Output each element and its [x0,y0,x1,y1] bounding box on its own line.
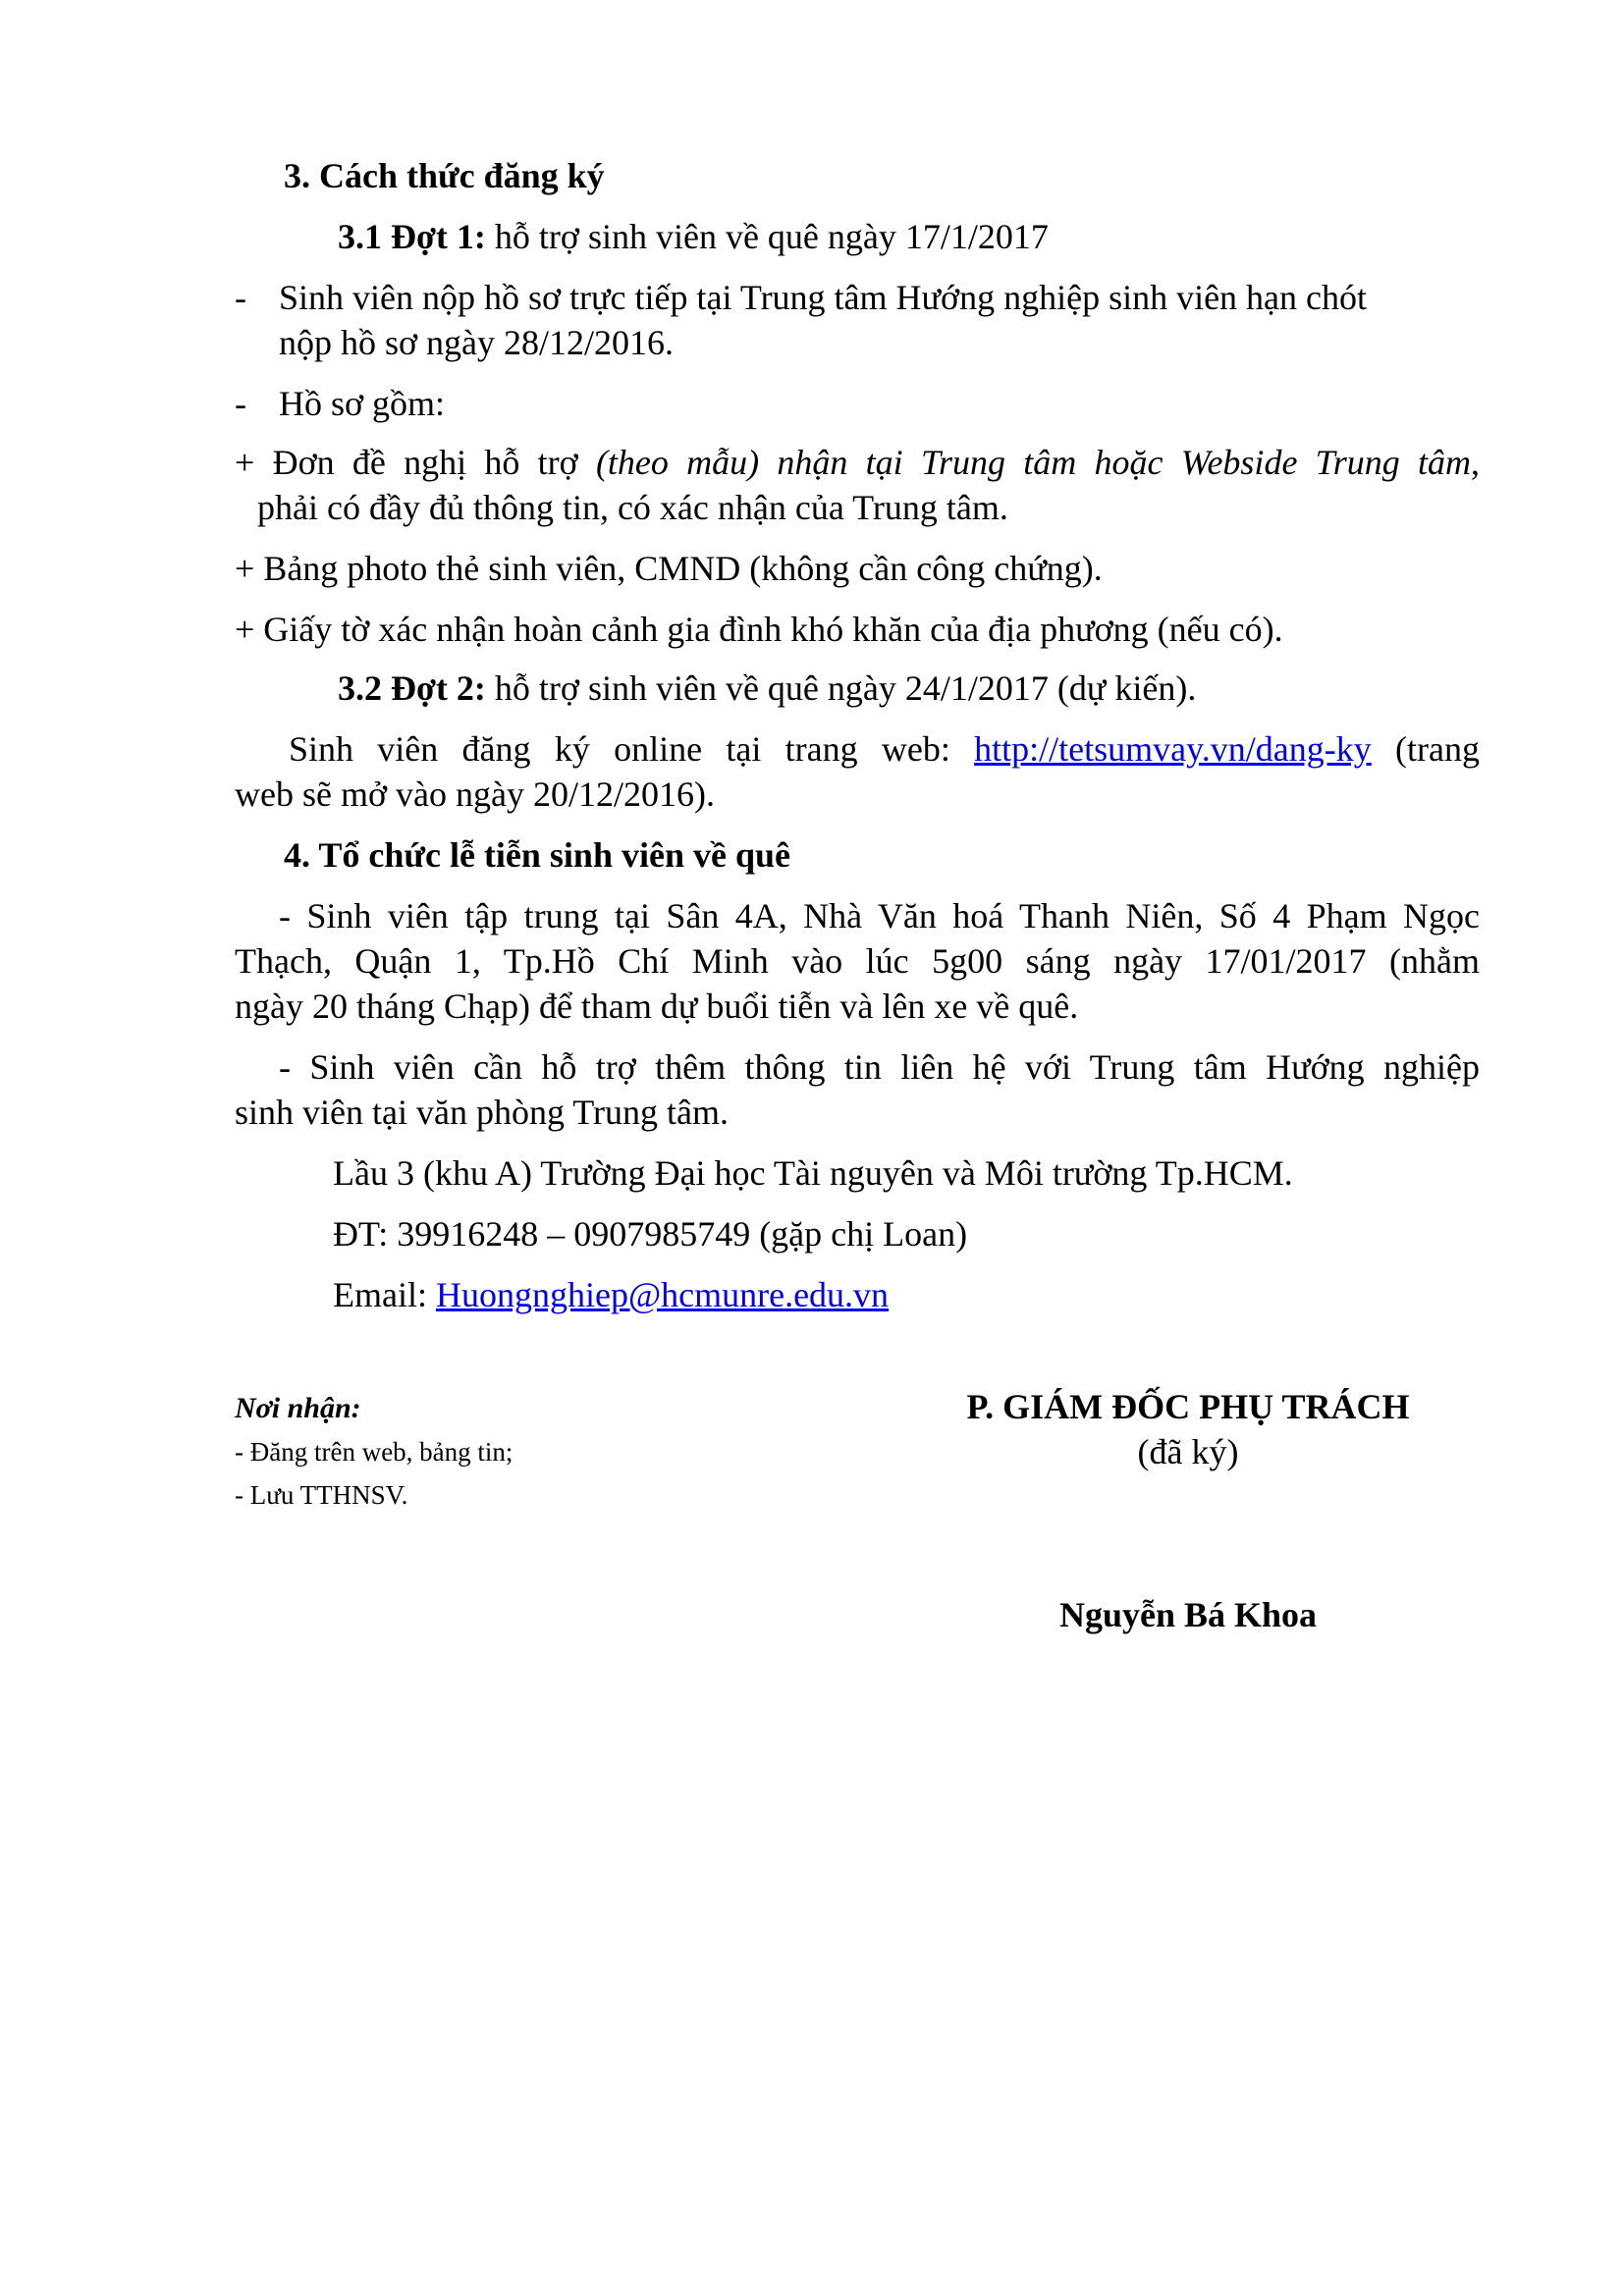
section-3-heading: 3. Cách thức đăng ký [284,156,605,195]
list-dash: - [235,384,246,423]
round-2-line [338,666,1196,711]
signature-status: (đã ký) [1137,1432,1239,1471]
list-dash: - [235,278,246,317]
email-link[interactable]: Huongnghiep@hcmunre.edu.vn [435,1275,890,1314]
document-item-1-suffix: , [1471,443,1480,482]
contact-line-1: - Sinh viên cần hỗ trợ thêm thông tin liên hệ với Trung tâm Hướng nghiệp [279,1047,1480,1087]
recipient-item: - Đăng trên web, bảng tin; [235,1437,514,1467]
submission-text-line-1: Sinh viên nộp hồ sơ trực tiếp tại Trung tâm Hướng nghiệp sinh viên hạn chót [279,278,1368,317]
phone-number: ĐT: 39916248 – 0907985749 (gặp chị Loan) [333,1214,968,1254]
office-address: Lầu 3 (khu A) Trường Đại học Tài nguyên và Môi trường Tp.HCM. [333,1153,1293,1193]
round-1-line [338,214,1049,259]
round-1-label: 3.1 Đợt 1: [338,217,486,256]
online-line-2: web sẽ mở vào ngày 20/12/2016). [235,774,715,814]
gathering-line-3: ngày 20 tháng Chạp) để tham dự buổi tiễn và lên xe về quê. [235,987,1079,1026]
recipients-title: Nơi nhận: [235,1392,361,1424]
document-item-1 [235,440,1480,485]
email-label: Email: [333,1275,436,1314]
online-registration [235,726,1480,772]
gathering-line-2: Thạch, Quận 1, Tp.Hồ Chí Minh vào lúc 5g00 sáng ngày 17/01/2017 (nhằm [235,941,1480,981]
email-line [333,1272,889,1317]
round-2-text: hỗ trợ sinh viên về quê ngày 24/1/2017 (dự kiến). [485,668,1197,708]
signer-name: Nguyễn Bá Khoa [1058,1595,1318,1634]
signature-position: P. GIÁM ĐỐC PHỤ TRÁCH [966,1387,1410,1426]
document-item-1-italic: (theo mẫu) nhận tại Trung tâm hoặc Webside Trung tâm [595,443,1471,482]
document-item-1-prefix: + Đơn đề nghị hỗ trợ [235,443,596,482]
round-2-label: 3.2 Đợt 2: [338,668,486,708]
contact-line-2: sinh viên tại văn phòng Trung tâm. [235,1093,729,1132]
submission-text-line-2: nộp hồ sơ ngày 28/12/2016. [279,323,675,362]
online-suffix: (trang [1371,729,1480,769]
round-1-text: hỗ trợ sinh viên về quê ngày 17/1/2017 [485,217,1049,256]
document-item-3: + Giấy tờ xác nhận hoàn cảnh gia đình khó khăn của địa phương (nếu có). [235,610,1283,649]
online-prefix: Sinh viên đăng ký online tại trang web: [289,729,975,769]
registration-link[interactable]: http://tetsumvay.vn/dang-ky [974,729,1372,769]
document-item-2: + Bảng photo thẻ sinh viên, CMND (không cần công chứng). [235,549,1103,588]
section-4-heading: 4. Tổ chức lễ tiễn sinh viên về quê [284,835,790,875]
gathering-line-1: - Sinh viên tập trung tại Sân 4A, Nhà Văn hoá Thanh Niên, Số 4 Phạm Ngọc [279,896,1480,935]
recipient-item: - Lưu TTHNSV. [235,1480,408,1510]
documents-label: Hồ sơ gồm: [279,384,446,423]
document-item-1-line-2: phải có đầy đủ thông tin, có xác nhận của Trung tâm. [257,488,1008,527]
